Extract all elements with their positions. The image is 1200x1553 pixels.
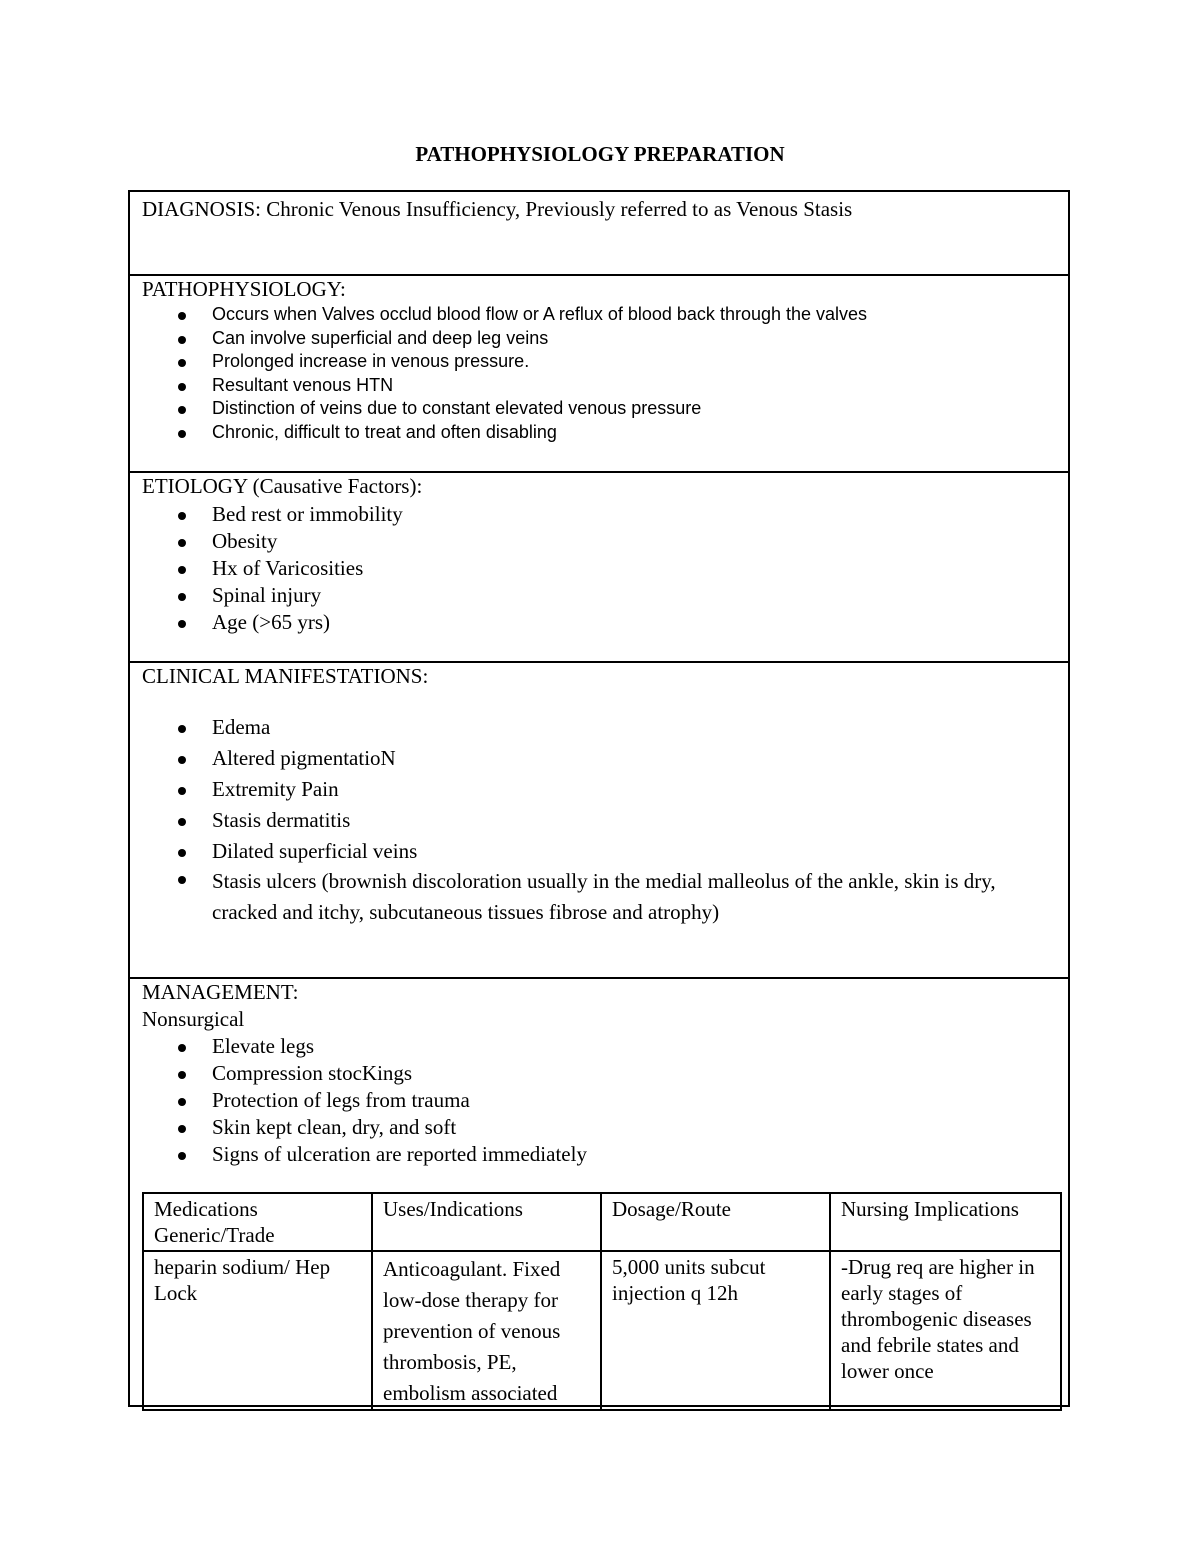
list-item: Obesity bbox=[212, 529, 278, 553]
list-item: Prolonged increase in venous pressure. bbox=[212, 351, 530, 371]
page-title: PATHOPHYSIOLOGY PREPARATION bbox=[415, 142, 785, 166]
diagnosis-text: DIAGNOSIS: Chronic Venous Insufficiency, Previously referred to as Venous Stasis bbox=[142, 197, 853, 221]
prep-form bbox=[128, 190, 1070, 1407]
management-subheading: Nonsurgical bbox=[142, 1007, 245, 1031]
list-item: Edema bbox=[212, 715, 271, 739]
management-heading: MANAGEMENT: bbox=[142, 980, 299, 1004]
table-row bbox=[143, 1251, 1061, 1410]
pathophysiology-section bbox=[130, 274, 1068, 471]
list-item: Resultant venous HTN bbox=[212, 375, 394, 395]
diagnosis-section bbox=[130, 192, 1068, 274]
list-item: Signs of ulceration are reported immediately bbox=[212, 1142, 587, 1166]
list-item: Chronic, difficult to treat and often disabling bbox=[212, 422, 557, 442]
list-item: Hx of Varicosities bbox=[212, 556, 364, 580]
list-item: Stasis ulcers (brownish discoloration usually in the medial malleolus of the ankle, skin is dry, cracked and itchy, subcutaneous tissues fibrose and atrophy) bbox=[212, 866, 1062, 928]
list-item: Dilated superficial veins bbox=[212, 839, 418, 863]
pathophysiology-heading: PATHOPHYSIOLOGY: bbox=[142, 277, 346, 301]
list-item: Skin kept clean, dry, and soft bbox=[212, 1115, 457, 1139]
list-item: Distinction of veins due to constant elevated venous pressure bbox=[212, 398, 702, 418]
list-item: Age (>65 yrs) bbox=[212, 610, 330, 634]
list-item: Elevate legs bbox=[212, 1034, 315, 1058]
list-item: Altered pigmentatioN bbox=[212, 746, 396, 770]
list-item: Protection of legs from trauma bbox=[212, 1088, 470, 1112]
etiology-section bbox=[130, 471, 1068, 661]
list-item: Can involve superficial and deep leg veins bbox=[212, 328, 549, 348]
clinical-section bbox=[130, 661, 1068, 977]
list-item: Compression stocKings bbox=[212, 1061, 413, 1085]
list-item: Stasis dermatitis bbox=[212, 808, 351, 832]
table-cell-generic: heparin sodium/ Hep Lock bbox=[143, 1251, 372, 1410]
column-header: Dosage/Route bbox=[601, 1193, 830, 1251]
list-item: Bed rest or immobility bbox=[212, 502, 403, 526]
column-header: Uses/Indications bbox=[372, 1193, 601, 1251]
medications-table bbox=[142, 1192, 1062, 1411]
table-cell-dosage: 5,000 units subcut injection q 12h bbox=[601, 1251, 830, 1410]
list-item: Occurs when Valves occlud blood flow or A reflux of blood back through the valves bbox=[212, 304, 868, 324]
table-cell-nursing: -Drug req are higher in early stages of thrombogenic diseases and febrile states and lower once bbox=[830, 1251, 1061, 1410]
list-item: Extremity Pain bbox=[212, 777, 339, 801]
etiology-heading: ETIOLOGY (Causative Factors): bbox=[142, 474, 423, 498]
column-header: Medications Generic/Trade bbox=[143, 1193, 372, 1251]
table-cell-uses: Anticoagulant. Fixed low-dose therapy for prevention of venous thrombosis, PE, embolism associated bbox=[372, 1251, 601, 1410]
clinical-heading: CLINICAL MANIFESTATIONS: bbox=[142, 664, 429, 688]
table-header-row bbox=[143, 1193, 1061, 1251]
column-header: Nursing Implications bbox=[830, 1193, 1061, 1251]
list-item: Spinal injury bbox=[212, 583, 322, 607]
